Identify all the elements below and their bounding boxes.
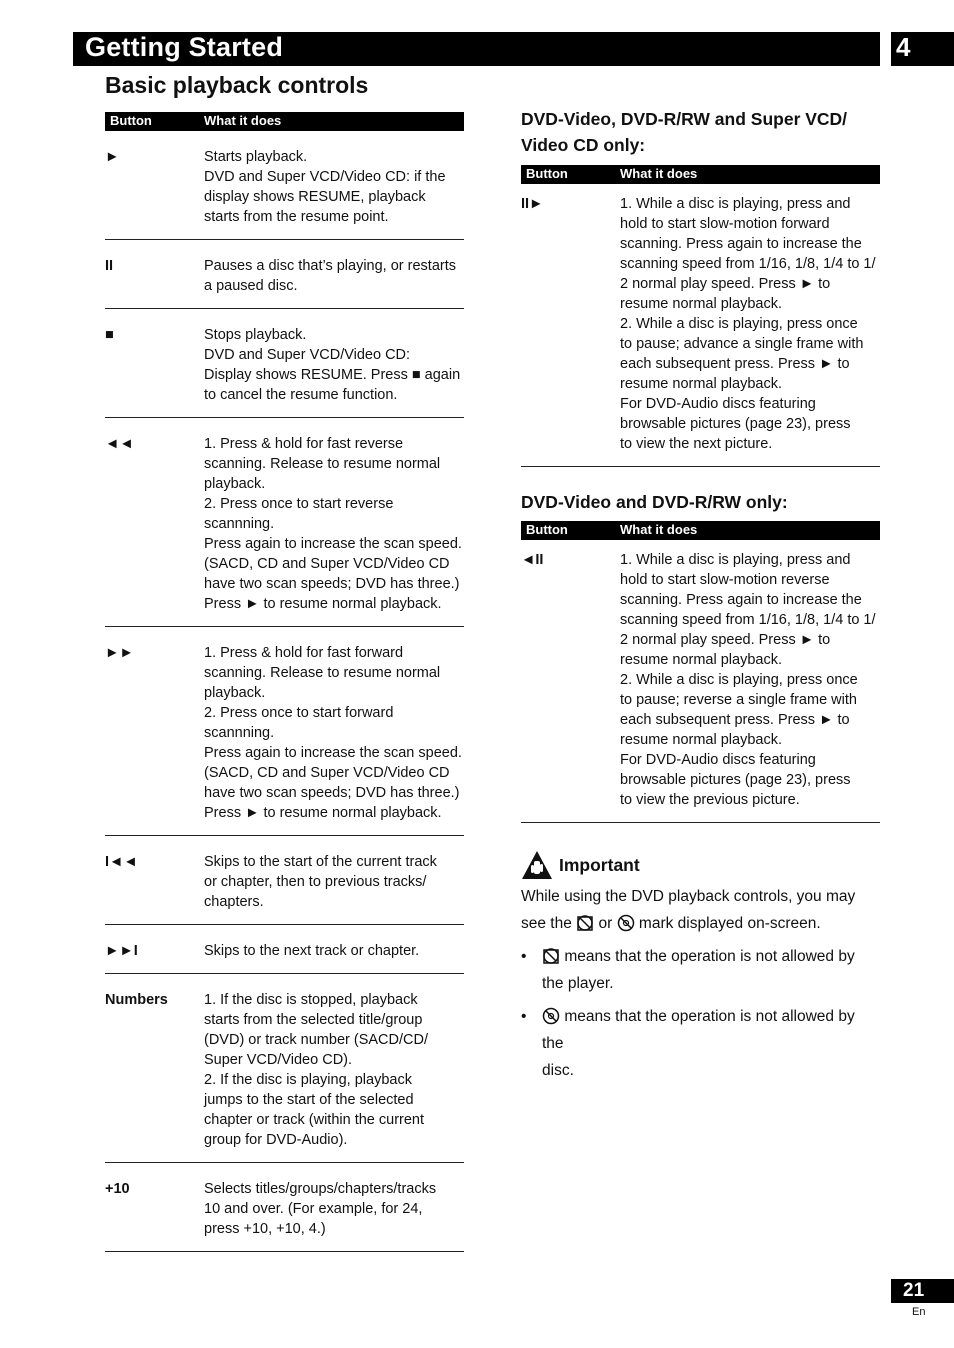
table2-heading: DVD-Video and DVD-R/RW only: [521, 492, 788, 512]
description-line: hold to start slow-motion forward [620, 216, 830, 232]
row-button-symbol: I◄◄ [105, 854, 138, 870]
row-button-symbol: ◄◄ [105, 436, 134, 452]
description-line: scanning speed from 1/16, 1/8, 1/4 to 1/ [620, 256, 876, 272]
description-line: Starts playback. [204, 149, 308, 165]
description-line: browsable pictures (page 23), press [620, 416, 851, 432]
description-line: to view the next picture. [620, 436, 773, 452]
row-description [620, 550, 880, 810]
description-line: Selects titles/groups/chapters/tracks [204, 1181, 437, 1197]
description-line: to pause; advance a single frame with [620, 336, 864, 352]
bullet1-text-b: the player. [542, 975, 614, 992]
row-description [204, 1179, 464, 1239]
table-row [521, 184, 880, 467]
row-description [204, 256, 464, 296]
table-row [105, 309, 464, 418]
description-line: 1. If the disc is stopped, playback [204, 992, 418, 1008]
description-line: scanning. Release to resume normal [204, 665, 441, 681]
description-line: 1. Press & hold for fast forward [204, 645, 404, 661]
description-line: resume normal playback. [620, 296, 782, 312]
table2-col-does: What it does [620, 522, 698, 537]
description-line: resume normal playback. [620, 732, 782, 748]
table-row [105, 627, 464, 836]
description-line: to cancel the resume function. [204, 387, 398, 403]
right-column [521, 106, 880, 1084]
section-title: Basic playback controls [105, 72, 369, 98]
description-line: browsable pictures (page 23), press [620, 772, 851, 788]
bullet-dot: • [521, 1008, 527, 1025]
description-line: For DVD-Audio discs featuring [620, 396, 816, 412]
description-line: playback. [204, 476, 266, 492]
table-row [105, 925, 464, 974]
disc-prohibit-icon [617, 914, 635, 932]
description-line: 10 and over. (For example, for 24, [204, 1201, 423, 1217]
player-prohibit-icon [576, 914, 594, 932]
bullet-dot: • [521, 948, 527, 965]
player-prohibit-icon [542, 947, 560, 965]
description-line: each subsequent press. Press ► to [620, 356, 850, 372]
table1-body [521, 184, 880, 467]
description-line: (SACD, CD and Super VCD/Video CD [204, 765, 450, 781]
description-line: or chapter, then to previous tracks/ [204, 874, 427, 890]
description-line: display shows RESUME, playback [204, 189, 426, 205]
description-line: 2. While a disc is playing, press once [620, 672, 858, 688]
important-heading [521, 849, 880, 881]
bullet1-text-a: means that the operation is not allowed by [564, 948, 855, 965]
description-line: Pauses a disc that’s playing, or restarts [204, 258, 456, 274]
table-row [105, 1163, 464, 1252]
important-line2-a: see the [521, 915, 572, 932]
row-button-symbol: ► [105, 149, 120, 165]
description-line: jumps to the start of the selected [204, 1092, 414, 1108]
row-button-symbol: Numbers [105, 992, 168, 1008]
table1-heading-line2: Video CD only: [521, 135, 646, 155]
description-line: (DVD) or track number (SACD/CD/ [204, 1032, 428, 1048]
description-line: playback. [204, 685, 266, 701]
left-table-body [105, 131, 464, 1252]
row-button-symbol: +10 [105, 1181, 130, 1197]
description-line: scannning. [204, 725, 275, 741]
description-line: 2. Press once to start forward [204, 705, 394, 721]
description-line: Display shows RESUME. Press ■ again [204, 367, 461, 383]
description-line: Press again to increase the scan speed. [204, 745, 462, 761]
description-line: Press ► to resume normal playback. [204, 805, 442, 821]
left-column [105, 112, 464, 1252]
important-box [521, 849, 880, 1084]
description-line: Press ► to resume normal playback. [204, 596, 442, 612]
page-number: 21 [903, 1280, 925, 1301]
table2-body [521, 540, 880, 823]
row-description [204, 434, 464, 614]
important-title: Important [559, 854, 640, 875]
description-line: hold to start slow-motion reverse [620, 572, 830, 588]
row-description [204, 147, 464, 227]
row-description [204, 852, 464, 912]
row-description [620, 194, 880, 454]
bullet2-text-b: disc. [542, 1062, 574, 1079]
table-row [105, 974, 464, 1163]
important-line1: While using the DVD playback controls, you may [521, 888, 856, 905]
important-line2-c: mark displayed on-screen. [638, 915, 821, 932]
description-line: starts from the resume point. [204, 209, 389, 225]
table1-col-button: Button [526, 166, 568, 181]
row-button-symbol: II► [521, 196, 544, 212]
left-table-header [105, 112, 464, 131]
col-does-label: What it does [204, 113, 282, 128]
description-line: scannning. [204, 516, 275, 532]
table1-heading [521, 106, 880, 158]
row-button-symbol: ►►I [105, 943, 138, 959]
description-line: Super VCD/Video CD). [204, 1052, 353, 1068]
description-line: chapter or track (within the current [204, 1112, 425, 1128]
description-line: have two scan speeds; DVD has three.) [204, 785, 460, 801]
chapter-number: 4 [896, 32, 911, 62]
table-row [521, 540, 880, 823]
description-line: to pause; reverse a single frame with [620, 692, 857, 708]
description-line: have two scan speeds; DVD has three.) [204, 576, 460, 592]
disc-prohibit-icon [542, 1007, 560, 1025]
description-line: For DVD-Audio discs featuring [620, 752, 816, 768]
table2-header [521, 521, 880, 540]
row-button-symbol: II [105, 258, 114, 274]
description-line: resume normal playback. [620, 376, 782, 392]
description-line: 1. Press & hold for fast reverse [204, 436, 404, 452]
table2-col-button: Button [526, 522, 568, 537]
table-row [105, 836, 464, 925]
description-line: each subsequent press. Press ► to [620, 712, 850, 728]
description-line: 2 normal play speed. Press ► to [620, 632, 831, 648]
table1-col-does: What it does [620, 166, 698, 181]
row-description [204, 325, 464, 405]
description-line: 1. While a disc is playing, press and [620, 196, 851, 212]
row-button-symbol: ■ [105, 327, 114, 343]
col-button-label: Button [110, 113, 152, 128]
warning-hand-icon [521, 849, 553, 881]
description-line: 2 normal play speed. Press ► to [620, 276, 831, 292]
description-line: resume normal playback. [620, 652, 782, 668]
table1-heading-line1: DVD-Video, DVD-R/RW and Super VCD/ [521, 109, 848, 129]
description-line: Skips to the next track or chapter. [204, 943, 420, 959]
bullet2-text-a: means that the operation is not allowed by the [542, 1008, 855, 1052]
description-line: 2. While a disc is playing, press once [620, 316, 858, 332]
description-line: group for DVD-Audio). [204, 1132, 348, 1148]
important-bullet-disc [521, 1003, 880, 1084]
table-row [105, 240, 464, 309]
table-row [105, 418, 464, 627]
description-line: press +10, +10, 4.) [204, 1221, 326, 1237]
row-description [204, 990, 464, 1150]
header-title: Getting Started [85, 32, 284, 62]
description-line: 1. While a disc is playing, press and [620, 552, 851, 568]
important-bullet-player [521, 943, 880, 997]
important-line2 [521, 910, 880, 937]
description-line: Skips to the start of the current track [204, 854, 437, 870]
description-line: to view the previous picture. [620, 792, 800, 808]
description-line: 2. Press once to start reverse [204, 496, 394, 512]
description-line: Stops playback. [204, 327, 307, 343]
description-line: scanning speed from 1/16, 1/8, 1/4 to 1/ [620, 612, 876, 628]
description-line: scanning. Press again to increase the [620, 592, 862, 608]
description-line: DVD and Super VCD/Video CD: if the [204, 169, 446, 185]
description-line: chapters. [204, 894, 264, 910]
row-description [204, 941, 464, 961]
row-button-symbol: ◄II [521, 552, 544, 568]
description-line: scanning. Release to resume normal [204, 456, 441, 472]
table-row [105, 131, 464, 240]
description-line: scanning. Press again to increase the [620, 236, 862, 252]
description-line: starts from the selected title/group [204, 1012, 423, 1028]
description-line: 2. If the disc is playing, playback [204, 1072, 412, 1088]
row-description [204, 643, 464, 823]
description-line: (SACD, CD and Super VCD/Video CD [204, 556, 450, 572]
row-button-symbol: ►► [105, 645, 134, 661]
description-line: DVD and Super VCD/Video CD: [204, 347, 411, 363]
table1-header [521, 165, 880, 184]
description-line: a paused disc. [204, 278, 298, 294]
description-line: Press again to increase the scan speed. [204, 536, 462, 552]
important-line2-b: or [598, 915, 613, 932]
language-code: En [912, 1306, 926, 1318]
